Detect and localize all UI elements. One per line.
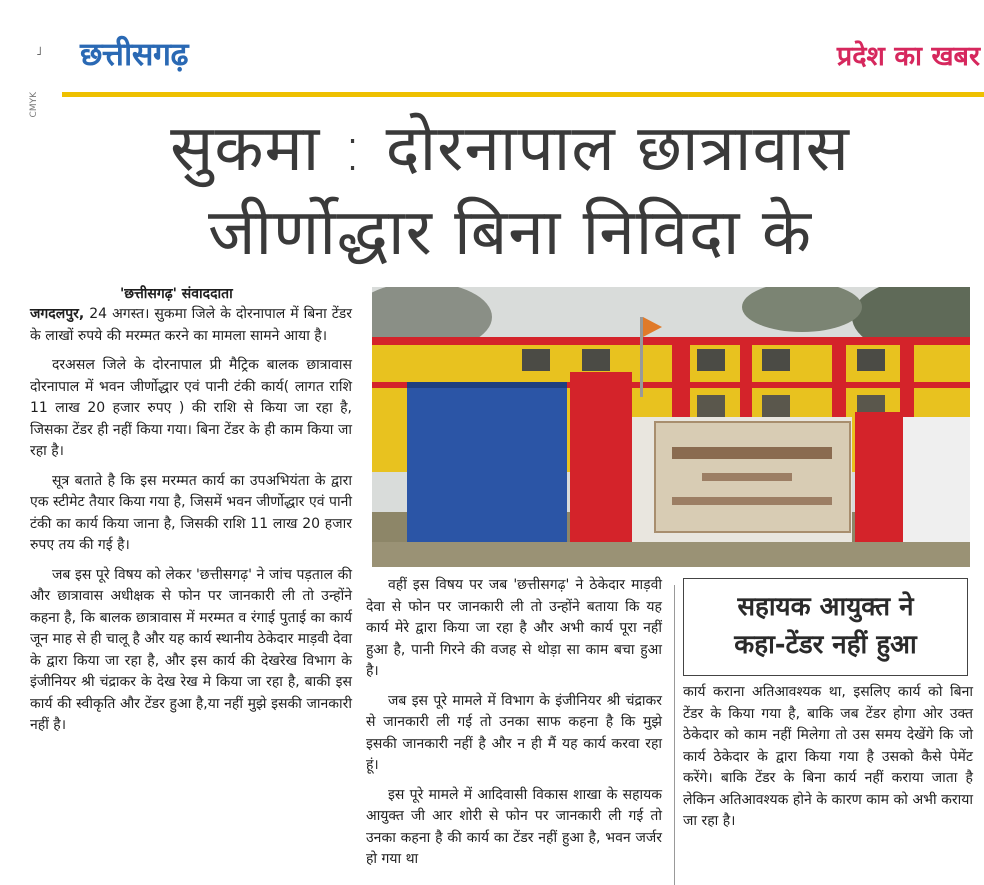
article-column-1 [30,292,352,745]
cmyk-margin-mark: CMYK [29,92,39,118]
hostel-photo [372,287,970,567]
paragraph: जब इस पूरे विषय को लेकर 'छत्तीसगढ़' ने जांच पड़ताल की और छात्रावास अधीक्षक से फोन पर जानकारी ली तो उन्होंने कहना है, कि बालक छात्रावास में मरम्मत व रंगाई पुताई का कार्य जून माह से ही चालू है और यह कार्य स्थानीय ठेकेदार माड़वी देवा के द्वारा किया जा रहा है, और इस कार्य की देखरेख विभाग के इंजीनियर श्री चंद्राकर के देख रेख मे किया जा रहा है, बाकी इस कार्य की स्वीकृति और टेंडर हुआ है,या नहीं मुझे इसकी जानकारी नहीं है। [30,566,352,733]
subheading-line-1: सहायक आयुक्त ने [737,592,914,622]
article-column-3 [683,682,973,841]
dateline: जगदलपुर, [30,306,85,322]
article-column-2 [366,575,662,879]
subheading-box [683,578,968,676]
header-rule [62,92,984,97]
headline-line-1: सुकमा : दोरनापाल छात्रावास [170,112,850,186]
paragraph: इस पूरे मामले में आदिवासी विकास शाखा के सहायक आयुक्त जी आर शोरी से फोन पर जानकारी ली गई तो उनका कहना है की कार्य का टेंडर नहीं हुआ है, भवन जर्जर हो गया था [366,786,662,867]
paragraph [30,304,352,347]
crop-mark: ˩ [36,44,42,58]
newspaper-name: छत्तीसगढ़ [80,35,188,73]
byline: 'छत्तीसगढ़' संवाददाता [120,286,233,302]
headline-line-2: जीर्णोद्धार बिना निविदा के [207,196,812,270]
subheading-line-2: कहा-टेंडर नहीं हुआ [734,630,917,660]
paragraph-text: 24 अगस्त। सुकमा जिले के दोरनापाल में बिना टेंडर के लाखों रुपये की मरम्मत करने का मामला सामने आया है। [30,306,352,344]
section-title: प्रदेश का खबर [836,41,980,72]
paragraph: सूत्र बताते है कि इस मरम्मत कार्य का उपअभियंता के द्वारा एक स्टीमेट तैयार किया गया है, जिसमें भवन जीर्णोद्धार एवं पानी टंकी का कार्य किया जाना है, जिसकी राशि 11 लाख 20 हजार रुपए तय की गई है। [30,472,352,553]
column-divider [674,585,675,885]
paragraph: दरअसल जिले के दोरनापाल प्री मैट्रिक बालक छात्रावास दोरनापाल में भवन जीर्णोद्धार एवं पानी टंकी कार्य( लागत राशि 11 लाख 20 हजार रुपए ) की राशि से किया जा रहा है, जिसका टेंडर ही नहीं किया गया। बिना टेंडर के ही काम किया जा रहा है। [30,357,352,459]
paragraph: जब इस पूरे मामले में विभाग के इंजीनियर श्री चंद्राकर से जानकारी ली गई तो उनका साफ कहना है कि मुझे इसकी जानकारी नहीं है और न ही मैं यह कार्य करवा रहा हूं। [366,692,662,773]
paragraph: वहीं इस विषय पर जब 'छत्तीसगढ़' ने ठेकेदार माड़वी देवा से फोन पर जानकारी ली तो उन्होंने बताया कि यह कार्य मेरे द्वारा किया जा रहा है और अभी कार्य पूरा नहीं हुआ है, पानी गिरने की वजह से थोड़ा सा काम बचा हुआ है। [366,577,662,679]
hostel-building-image [372,287,970,567]
paragraph: कार्य कराना अतिआवश्यक था, इसलिए कार्य को बिना टेंडर के किया गया है, बाकि जब टेंडर होगा ओर उक्त ठेकेदार को काम नहीं मिलेगा तो उस समय देखेंगे कि जो कार्य ठेकेदार के द्वारा किया गया है उसको कैसे पेमेंट करेंगे। बाकि टेंडर के बिना कार्य नहीं कराया जाता है लेकिन अतिआवश्यक होने के कारण काम को अभी कराया जा रहा है। [683,684,973,829]
